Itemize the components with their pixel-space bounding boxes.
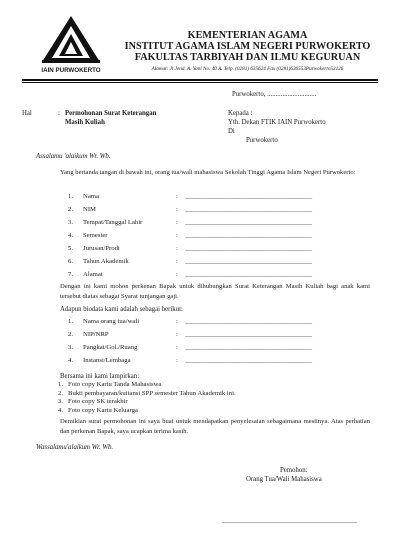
signature-line: _____________________________________________ [222, 518, 357, 524]
field-label: Instansi/Lembaga [83, 357, 131, 364]
closing-text: Demikian surat permohonan ini saya buat untuk mendapatkan penyelesaian sebagaimana mestinya. Atas perhatian dan perkenan Bapak, saya ucapkan terima kasih. [60, 418, 370, 436]
field-colon: : [176, 357, 178, 364]
field-number: 2. [68, 206, 74, 213]
parent-intro: Adapun biodata kami adalah sebagai berikut: [60, 306, 183, 313]
field-colon: : [176, 331, 178, 338]
attachment-number: 1. [58, 381, 64, 388]
closing-paragraph [60, 417, 370, 437]
field-blank: ______________________________________ [185, 331, 313, 338]
attachments-list [58, 381, 368, 421]
field-blank: ______________________________________ [185, 219, 313, 226]
field-colon: : [176, 245, 178, 252]
request-text: Dengan ini kami mohon perkenan Bapak untuk dihubungkan Surat Keterangan Masih Kuliah bagi anak kami tersebut diatas sebagai Syarat tunjangan gaji. [60, 283, 370, 301]
subject-colon: : [58, 110, 60, 117]
header-divider-thin [22, 82, 378, 83]
header-ministry: KEMENTERIAN AGAMA [187, 30, 308, 41]
field-colon: : [176, 258, 178, 265]
attachment-text: Foto copy Kartu Tanda Mahasiswa [68, 381, 162, 388]
field-blank: ______________________________________ [185, 271, 313, 278]
recipient-line-1: Kepada : [228, 110, 253, 117]
field-number: 1. [68, 193, 74, 200]
field-number: 2. [68, 331, 74, 338]
student-fields [68, 193, 368, 283]
field-blank: ______________________________________ [185, 344, 313, 351]
logo-label: IAIN PURWOKERTO [41, 67, 101, 74]
institution-logo [40, 14, 102, 76]
field-label: Nama [83, 193, 99, 200]
field-number: 5. [68, 245, 74, 252]
field-label: Pangkat/Gol./Ruang [83, 344, 138, 351]
closing-salutation: Wassalamu'alaikum Wr. Wb. [36, 444, 114, 451]
subject-line-2: Masih Kuliah [65, 119, 105, 126]
intro-text: Yang bertanda tangan di bawah ini, orang tua/wali mahasiswa Sekolah Tinggi Agama Islam Negeri Purwokerto: [60, 169, 356, 176]
attachment-number: 2. [58, 389, 64, 397]
header-faculty: FAKULTAS TARBIYAH DAN ILMU KEGURUAN [134, 52, 361, 63]
field-blank: ______________________________________ [185, 232, 313, 239]
header-divider-thick [22, 79, 378, 81]
subject-label: Hal [22, 110, 32, 117]
field-label: Alamat [83, 271, 103, 278]
field-label: NIM [83, 206, 97, 213]
field-label: Nama orang tua/wali [83, 318, 140, 325]
request-paragraph [60, 282, 370, 302]
field-colon: : [176, 219, 178, 226]
field-blank: ______________________________________ [185, 357, 313, 364]
place-date: Purwokerto, ............................. [232, 91, 317, 98]
header-institution: INSTITUT AGAMA ISLAM NEGERI PURWOKERTO [124, 41, 371, 52]
field-colon: : [176, 344, 178, 351]
recipient-line-2: Yth. Dekan FTIK IAIN Purwokerto [228, 119, 326, 126]
attachment-number: 4. [58, 406, 64, 414]
field-label: Semester [83, 232, 108, 239]
field-blank: ______________________________________ [185, 245, 313, 252]
intro-paragraph [60, 168, 370, 190]
field-blank: ______________________________________ [185, 206, 313, 213]
field-label: NIP/NRP [83, 331, 109, 338]
field-number: 7. [68, 271, 74, 278]
signature-title: Pemohon: [280, 467, 308, 474]
field-colon: : [176, 271, 178, 278]
iain-emblem-icon [40, 14, 102, 66]
field-number: 1. [68, 318, 74, 325]
parent-fields [68, 318, 368, 373]
field-blank: ______________________________________ [185, 258, 313, 265]
field-label: Tahun Akademik [83, 258, 129, 265]
attachment-text: Foto copy SK terakhir [68, 398, 128, 405]
attachment-number: 3. [58, 398, 64, 405]
attachment-text: Bukti pembayaran/kuitansi SPP semester Tahun Akademik ini. [68, 389, 236, 397]
header-address: Alamat: Jl Jend. A. Yani No. 40 A. Telp. (0281) 635624 Fax (0281)636553Purwokerto53126 [151, 66, 344, 72]
field-number: 4. [68, 357, 74, 364]
field-blank: ______________________________________ [185, 318, 313, 325]
attachments-intro: Bersama ini kami lampirkan: [60, 373, 140, 380]
field-number: 4. [68, 232, 74, 239]
signature-role: Orang Tua/Wali Mahasiswa [246, 476, 322, 483]
field-number: 3. [68, 344, 74, 351]
field-blank: ______________________________________ [185, 193, 313, 200]
subject-line-1: Permohonan Surat Keterangan [65, 110, 157, 117]
recipient-line-4: Purwokerto [246, 137, 278, 144]
attachment-text: Foto copy Kartu Keluarga [68, 406, 138, 414]
field-label: Jurusan/Prodi [83, 245, 120, 252]
salutation: Assalamu 'alaikum Wr. Wb. [36, 153, 111, 160]
field-colon: : [176, 232, 178, 239]
field-number: 3. [68, 219, 74, 226]
field-label: Tempat/Tanggal Lahir [83, 219, 143, 226]
field-number: 6. [68, 258, 74, 265]
field-colon: : [176, 193, 178, 200]
field-colon: : [176, 206, 178, 213]
recipient-line-3: Di [228, 128, 235, 135]
field-colon: : [176, 318, 178, 325]
